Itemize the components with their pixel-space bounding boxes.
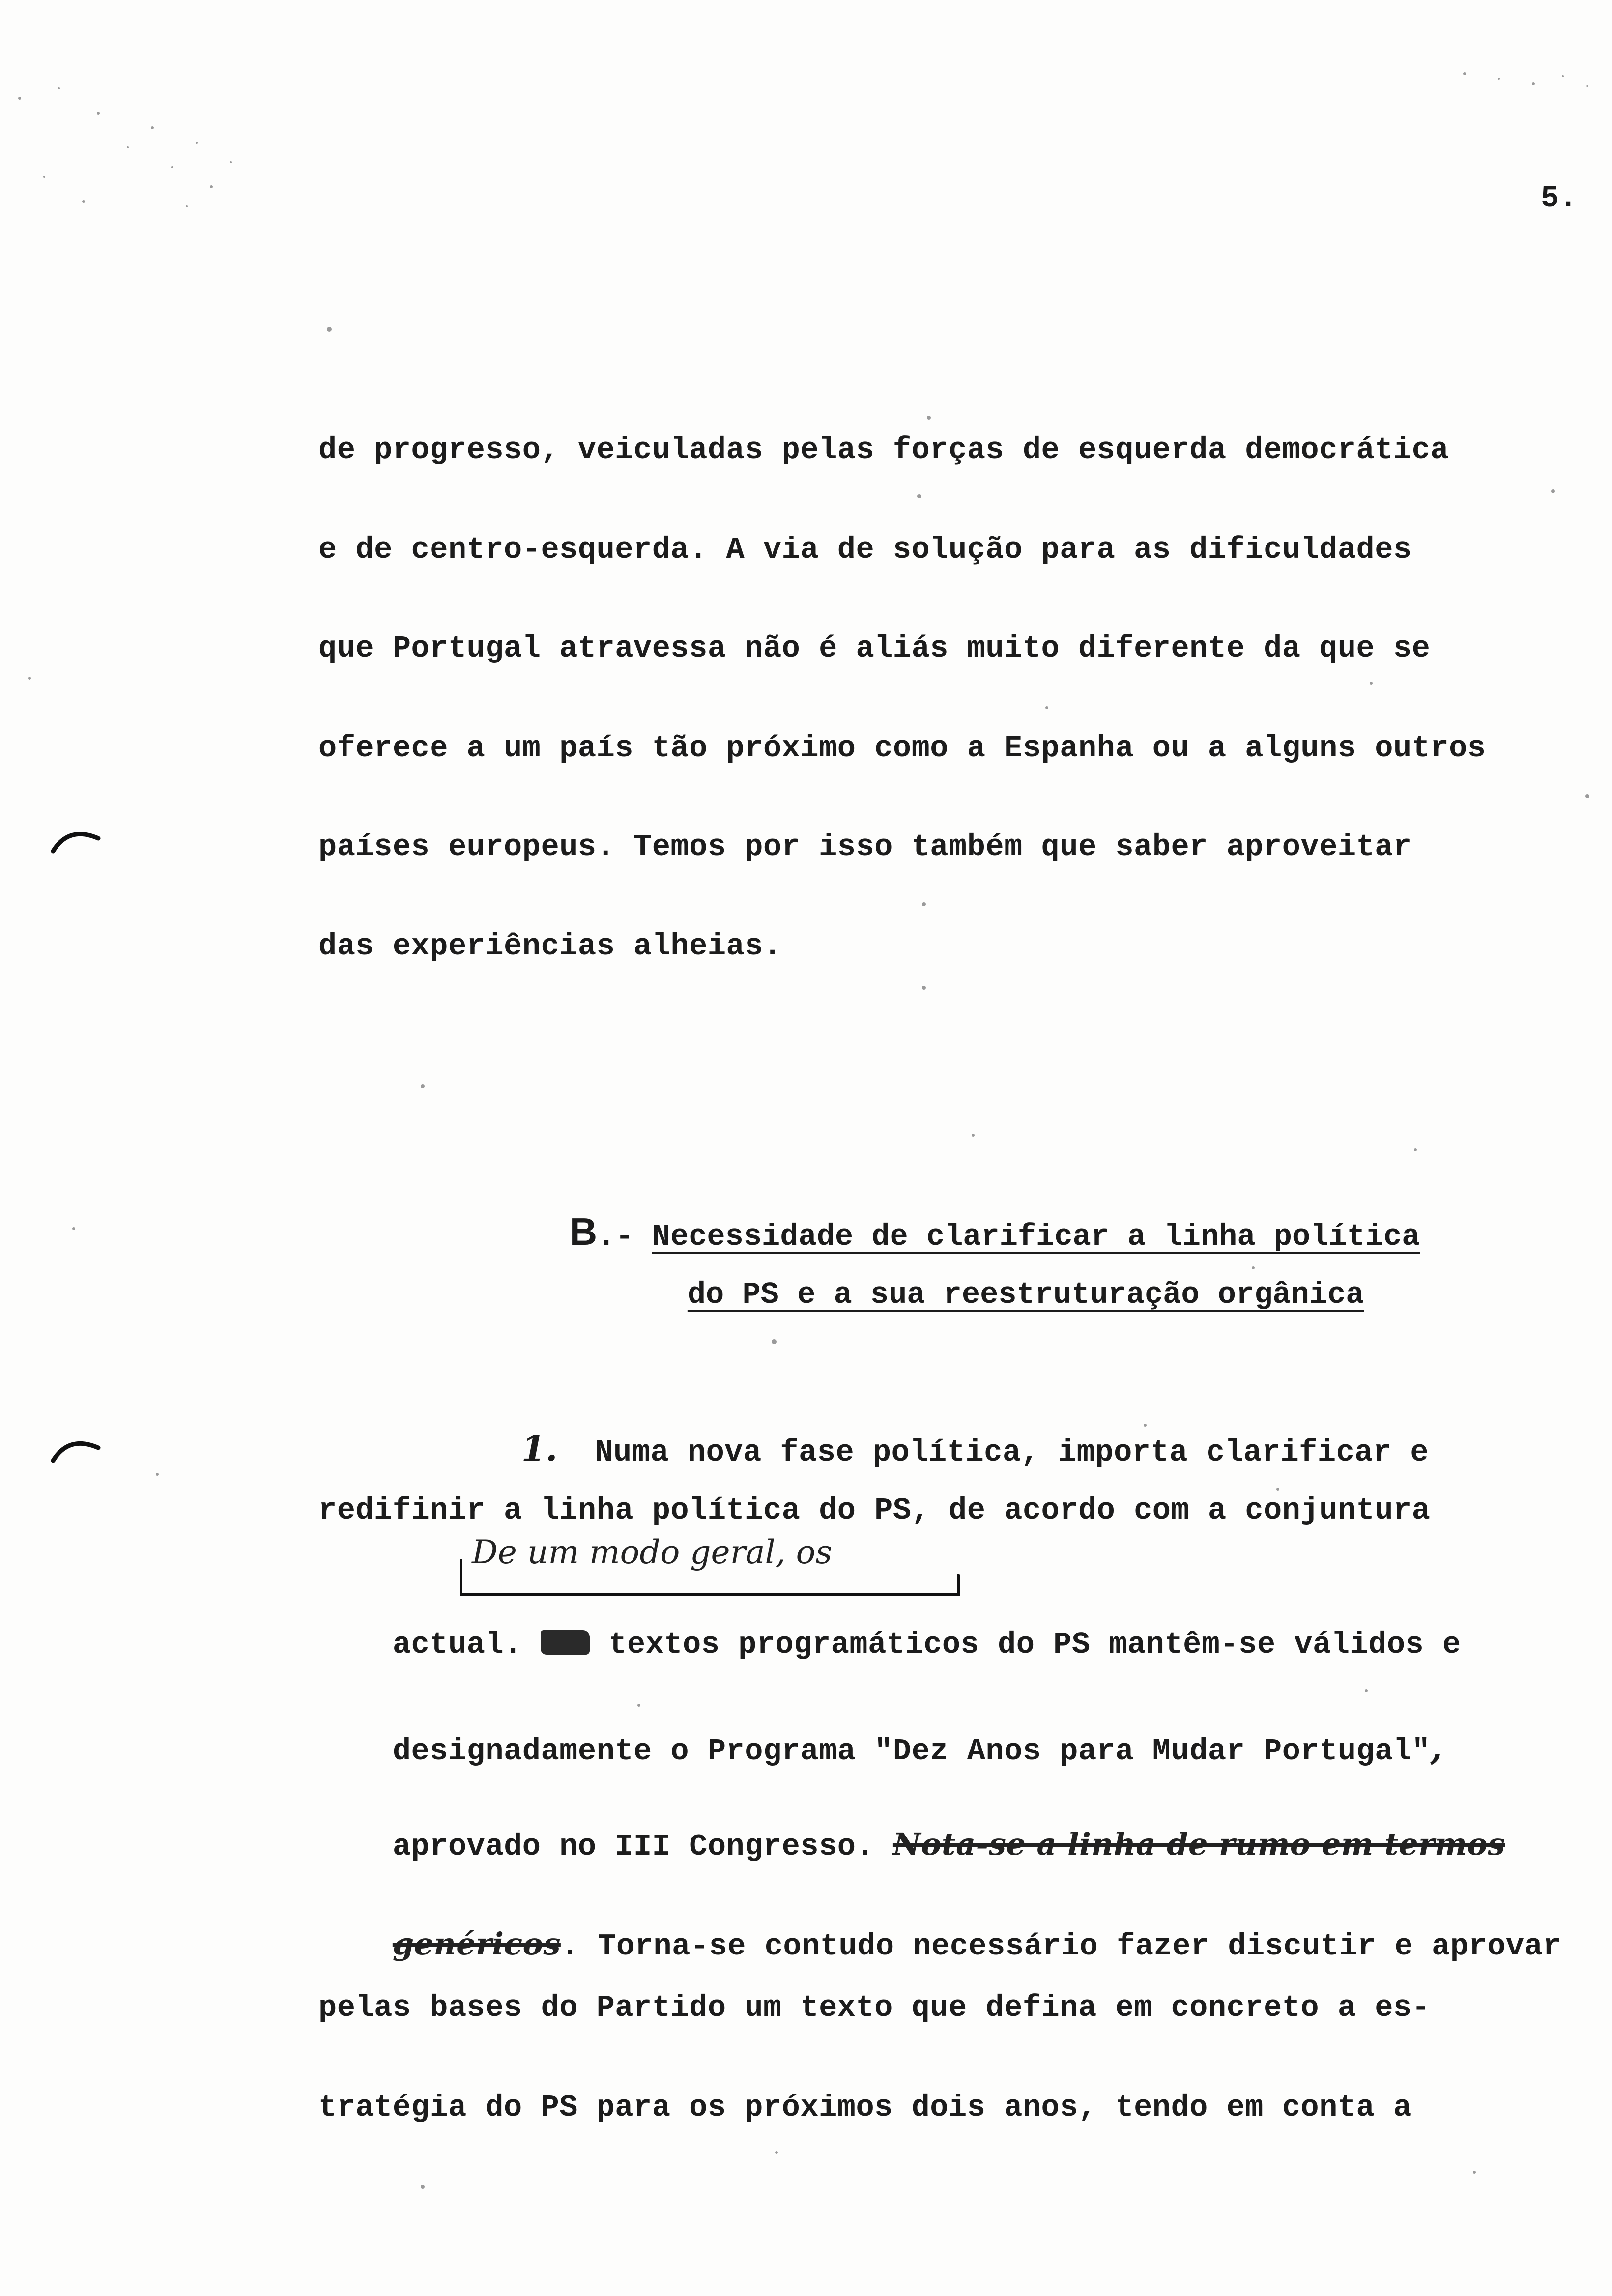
handwritten-comma: ,	[1430, 1727, 1443, 1768]
item-text: aprovado no III Congresso.	[392, 1829, 893, 1864]
section-title-line-1: Necessidade de clarificar a linha política	[652, 1219, 1420, 1254]
paragraph-line: e de centro-esquerda. A via de solução para as dificuldades	[318, 532, 1412, 567]
item-line	[318, 1692, 1442, 1804]
item-line	[318, 1891, 1561, 1999]
struck-through-text: genéricos	[392, 1926, 561, 1962]
section-title-line-2: do PS e a sua reestruturação orgânica	[687, 1277, 1364, 1312]
section-dash: .-	[597, 1219, 652, 1254]
paragraph-line: oferece a um país tão próximo como a Espanha ou a alguns outros	[318, 731, 1486, 766]
paragraph-line: das experiências alheias.	[318, 929, 782, 964]
punch-hole-mark	[49, 1435, 103, 1464]
item-line: tratégia do PS para os próximos dois anos, tendo em conta a	[318, 2090, 1412, 2125]
crossed-out-word	[541, 1630, 590, 1655]
section-heading-line-2	[614, 1242, 1364, 1347]
paragraph-line: países europeus. Temos por isso também que saber aproveitar	[318, 830, 1412, 864]
item-line	[447, 1393, 1429, 1505]
item-line: redifinir a linha política do PS, de acordo com a conjuntura	[318, 1493, 1431, 1528]
item-number: 1.	[521, 1428, 558, 1469]
paragraph-line: que Portugal atravessa não é aliás muito diferente da que se	[318, 631, 1431, 666]
item-text: . Torna-se contudo necessário fazer discutir e aprovar	[560, 1929, 1562, 1964]
item-line	[318, 1592, 1461, 1697]
struck-through-text: Nota-se a linha de rumo em termos	[892, 1826, 1505, 1862]
paragraph-line: de progresso, veiculadas pelas forças de esquerda democrática	[318, 432, 1449, 467]
punch-hole-mark	[49, 826, 103, 855]
section-marker: B	[569, 1210, 598, 1253]
item-text: actual.	[392, 1627, 541, 1662]
page-number: 5.	[1541, 181, 1578, 216]
item-text: designadamente o Programa "Dez Anos para Mudar Portugal"	[392, 1734, 1431, 1769]
item-text: textos programáticos do PS mantêm-se válidos e	[590, 1627, 1461, 1662]
handwritten-insert: De um modo geral, os	[472, 1533, 833, 1571]
item-line: pelas bases do Partido um texto que defina em concreto a es-	[318, 1990, 1431, 2025]
item-line	[318, 1791, 1505, 1899]
item-text: Numa nova fase política, importa clarificar e	[595, 1435, 1429, 1470]
